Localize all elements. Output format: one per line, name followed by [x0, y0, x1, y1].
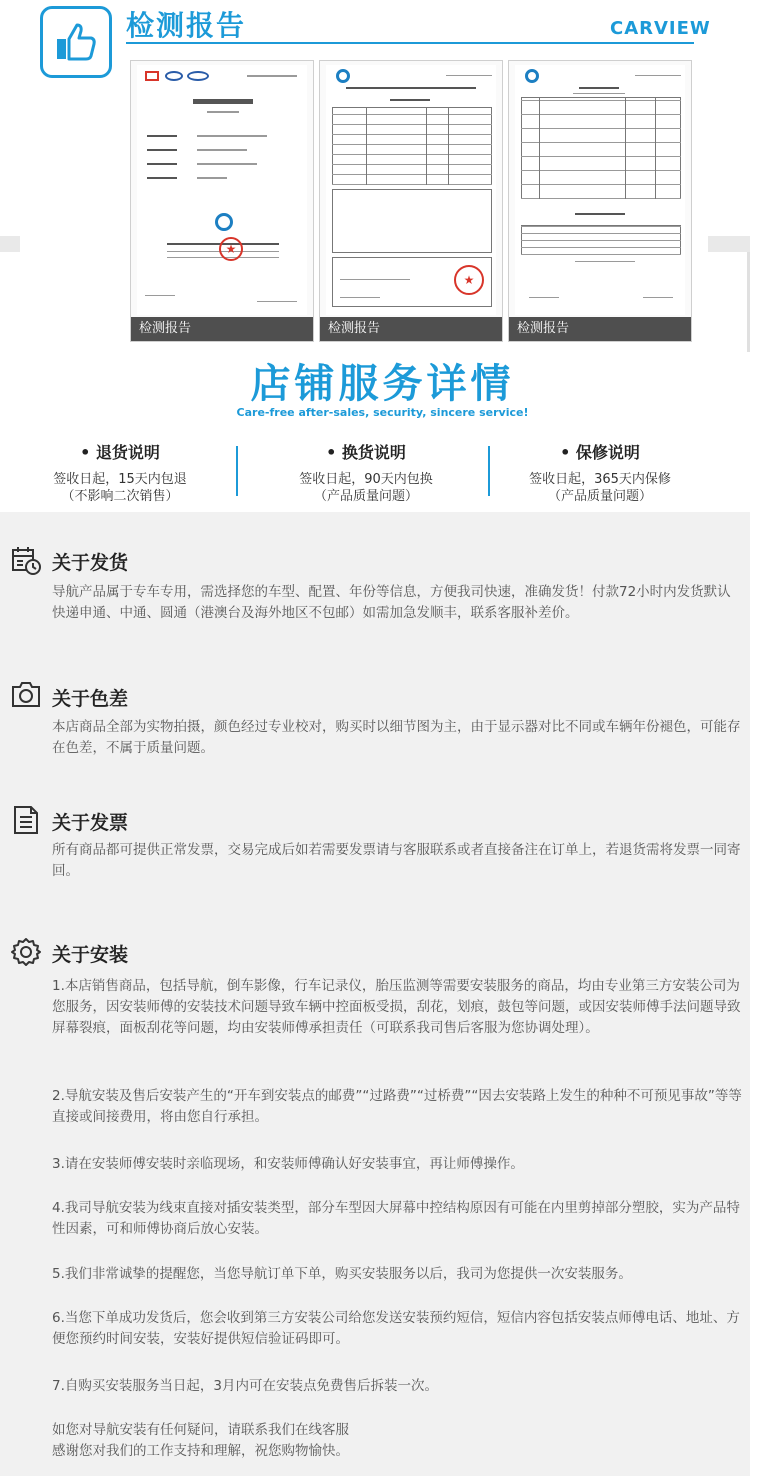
seal-stamp: ★ [454, 265, 484, 295]
cnas-logo [187, 71, 209, 81]
policy-line: （产品质量问题） [313, 489, 418, 504]
section-text-shipping: 导航产品属于专车专用，需选择您的车型、配置、年份等信息，方便我司快速，准确发货！付款72小时内发货默认快递申通、中通、圆通（港澳台及海外地区不包邮）如需加急发顺丰，联系客服补差价。 [52, 584, 731, 621]
section-text-invoice: 所有商品都可提供正常发票，交易完成后如若需要发票请与客服联系或者直接备注在订单上，若退货需将发票一同寄回。 [52, 842, 741, 879]
divider [488, 446, 490, 496]
policy-line: 签收日起，365天内保修 [529, 472, 671, 487]
policy-heading: • 换货说明 [326, 443, 406, 462]
section-title-install: 关于安装 [52, 944, 129, 966]
divider [126, 42, 694, 44]
section-title-shipping: 关于发货 [52, 552, 129, 574]
exchange-policy [266, 440, 466, 505]
section-text-color: 本店商品全部为实物拍摄，颜色经过专业校对，购买时以细节图为主，由于显示器对比不同或车辆年份褪色，可能存在色差，不属于质量问题。 [52, 719, 741, 756]
divider [708, 236, 750, 252]
install-thanks-line: 感谢您对我们的工作支持和理解，祝您购物愉快。 [52, 1443, 349, 1459]
report-caption: 检测报告 [509, 317, 691, 341]
report-caption: 检测报告 [131, 317, 313, 341]
policy-heading: • 保修说明 [560, 443, 640, 462]
policy-line: （产品质量问题） [547, 489, 652, 504]
gear-icon [10, 936, 42, 968]
report-page [137, 65, 307, 315]
policy-line: 签收日起，90天内包换 [299, 472, 433, 487]
camera-icon [10, 678, 42, 710]
ccc-logo [525, 69, 539, 83]
service-subtitle: Care-free after-sales, security, sincere service! [236, 406, 529, 419]
thumbs-up-icon [40, 6, 112, 78]
brand-logo: CARVIEW [610, 18, 711, 39]
ccc-logo [215, 213, 233, 231]
return-policy [20, 440, 220, 505]
report-page [326, 65, 496, 315]
section-title-color: 关于色差 [52, 688, 129, 710]
cma-logo [145, 71, 159, 81]
document-icon [10, 804, 42, 836]
install-paragraph: 4.我司导航安装为线束直接对插安装类型，部分车型因大屏幕中控结构原因有可能在内里剪掉部分塑胶，实为产品特性因素，可和师傅协商后放心安装。 [52, 1200, 740, 1237]
ilac-logo [165, 71, 183, 81]
install-paragraph: 6.当您下单成功发货后，您会收到第三方安装公司给您发送安装预约短信，短信内容包括安装点师傅电话、地址、方便您预约时间安装，安装好提供短信验证码即可。 [52, 1310, 740, 1347]
policy-line: 签收日起，15天内包退 [53, 472, 187, 487]
policy-line: （不影响二次销售） [61, 489, 179, 504]
install-paragraph: 5.我们非常诚挚的提醒您，当您导航订单下单，购买安装服务以后，我司为您提供一次安装服务。 [52, 1266, 632, 1282]
notice-panel [0, 512, 750, 1476]
ccc-logo [336, 69, 350, 83]
install-paragraph: 7.自购买安装服务当日起，3月内可在安装点免费售后拆装一次。 [52, 1378, 438, 1394]
policy-heading: • 退货说明 [80, 443, 160, 462]
divider [747, 252, 750, 352]
install-contact-line: 如您对导航安装有任何疑问，请联系我们在线客服 [52, 1422, 349, 1438]
page-title: 检测报告 [126, 9, 247, 42]
calendar-clock-icon [10, 544, 42, 576]
report-thumbnail[interactable] [319, 60, 503, 342]
install-paragraph: 3.请在安装师傅安装时亲临现场，和安装师傅确认好安装事宜，再让师傅操作。 [52, 1156, 524, 1172]
report-page [515, 65, 685, 315]
install-paragraph: 2.导航安装及售后安装产生的“开车到安装点的邮费”“过路费”“过桥费”“因去安装路上发生的种种不可预见事故”等等直接或间接费用，将由您自行承担。 [52, 1088, 742, 1125]
section-title-invoice: 关于发票 [52, 812, 129, 834]
report-caption: 检测报告 [320, 317, 502, 341]
service-title: 店铺服务详情 [250, 361, 515, 407]
install-paragraph: 1.本店销售商品，包括导航，倒车影像，行车记录仪，胎压监测等需要安装服务的商品，均由专业第三方安装公司为您服务，因安装师傅的安装技术问题导致车辆中控面板受损，刮花，划痕，鼓包等问题，或因安装师傅手法问题导致屏幕裂痕，面板刮花等问题，均由安装师傅承担责任（可联系我司售后客服为您协调处理）。 [52, 978, 741, 1036]
warranty-policy [500, 440, 700, 505]
divider [236, 446, 238, 496]
divider [0, 236, 20, 252]
report-banner [0, 0, 765, 512]
report-thumbnail[interactable] [130, 60, 314, 342]
seal-stamp: ★ [219, 237, 243, 261]
report-thumbnail[interactable] [508, 60, 692, 342]
